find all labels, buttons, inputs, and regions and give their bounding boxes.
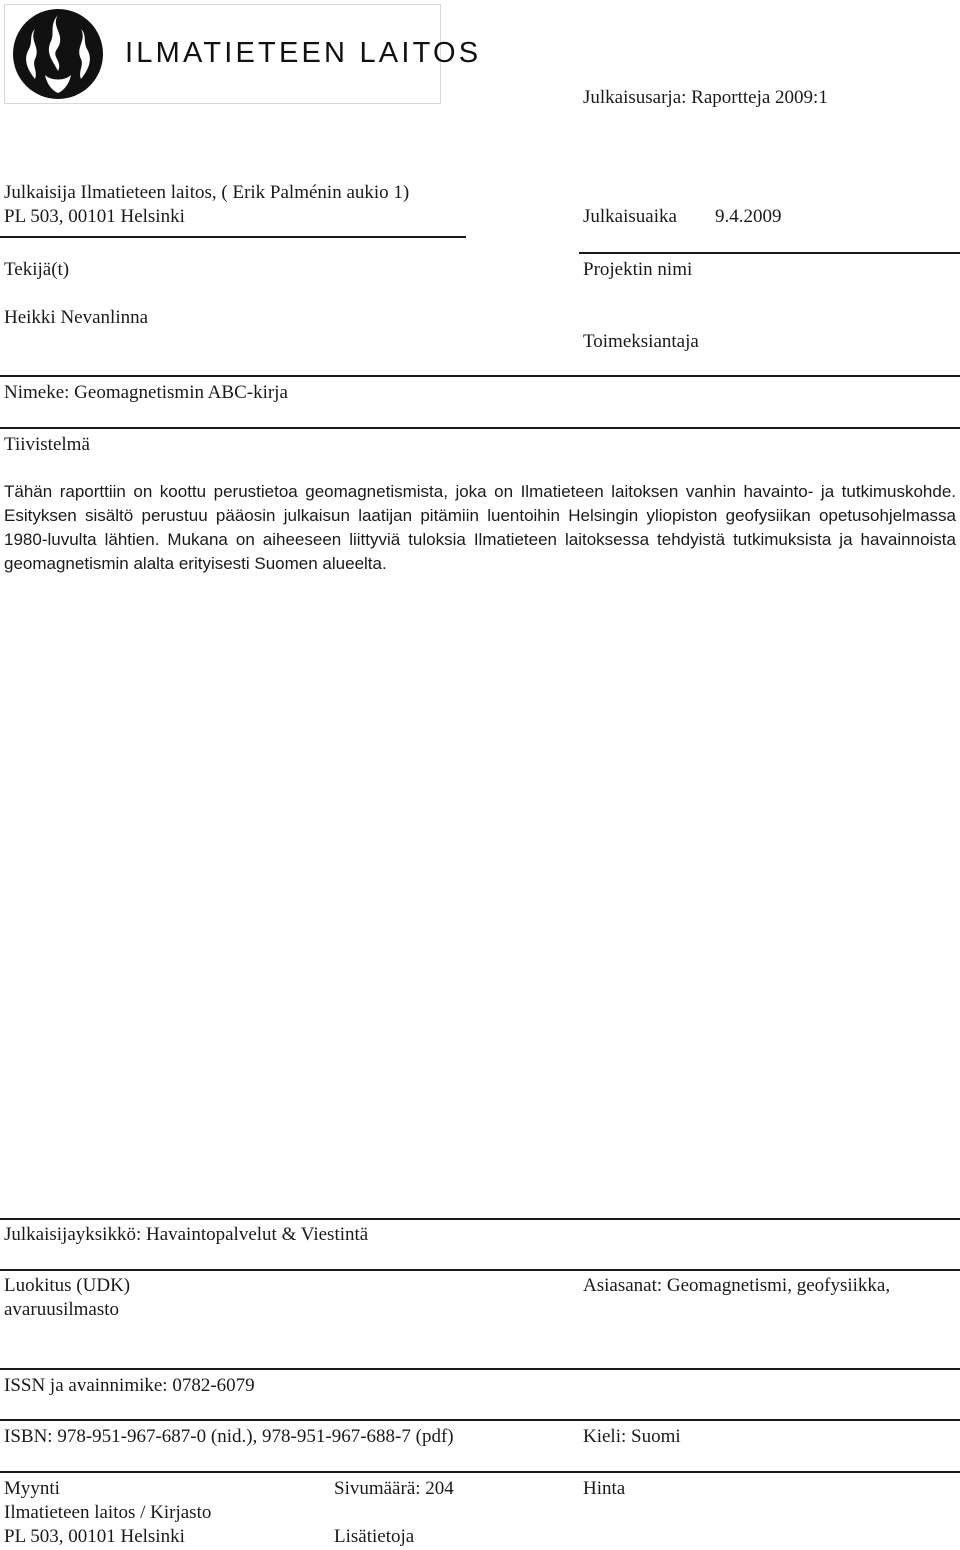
abstract-heading: Tiivistelmä <box>4 434 90 455</box>
publishing-unit: Julkaisijayksikkö: Havaintopalvelut & Viestintä <box>4 1224 369 1245</box>
divider <box>0 1368 960 1370</box>
keywords: Asiasanat: Geomagnetismi, geofysiikka, <box>583 1275 891 1296</box>
divider <box>0 1419 960 1421</box>
flame-emblem-icon <box>5 5 111 103</box>
divider <box>0 1269 960 1271</box>
institute-logo <box>4 4 482 104</box>
logo-wordmark: ILMATIETEEN LAITOS <box>125 37 482 69</box>
divider <box>0 1218 960 1220</box>
commissioner-label: Toimeksiantaja <box>583 331 699 352</box>
publication-series: Julkaisusarja: Raportteja 2009:1 <box>583 87 828 108</box>
page-count: Sivumäärä: 204 <box>334 1478 454 1499</box>
publisher-line1: Julkaisija Ilmatieteen laitos, ( Erik Palménin aukio 1) <box>4 182 410 203</box>
more-info-label: Lisätietoja <box>334 1526 415 1547</box>
divider <box>0 236 466 238</box>
issn: ISSN ja avainnimike: 0782-6079 <box>4 1375 255 1396</box>
sales-label: Myynti <box>4 1478 60 1499</box>
price-label: Hinta <box>583 1478 626 1499</box>
language: Kieli: Suomi <box>583 1426 681 1447</box>
authors-label: Tekijä(t) <box>4 259 70 280</box>
divider <box>0 375 960 377</box>
udk-label: Luokitus (UDK) <box>4 1275 131 1296</box>
udk-value: avaruusilmasto <box>4 1299 120 1320</box>
sales-library: Ilmatieteen laitos / Kirjasto <box>4 1502 212 1523</box>
author-name: Heikki Nevanlinna <box>4 307 149 328</box>
divider <box>0 427 960 429</box>
report-title: Nimeke: Geomagnetismin ABC-kirja <box>4 382 288 403</box>
divider <box>0 1471 960 1473</box>
sales-address: PL 503, 00101 Helsinki <box>4 1526 185 1547</box>
publisher-line2: PL 503, 00101 Helsinki <box>4 206 185 227</box>
divider <box>579 252 960 254</box>
isbn: ISBN: 978-951-967-687-0 (nid.), 978-951-967-688-7 (pdf) <box>4 1426 454 1447</box>
publication-date-value: 9.4.2009 <box>715 206 782 227</box>
publication-date-label: Julkaisuaika <box>583 206 677 227</box>
project-label: Projektin nimi <box>583 259 693 280</box>
abstract-text: Tähän raporttiin on koottu perustietoa geomagnetismista, joka on Ilmatieteen laitoksen vanhin havainto- ja tutkimuskohde. Esityksen sisältö perustuu pääosin julkaisun laatijan pitämiin luentoihin Helsingin yliopiston geofysiikan opetusohjelmassa 1980-luvulta lähtien. Mukana on aiheeseen liittyviä tuloksia Ilmatieteen laitoksessa tehdyistä tutkimuksista ja havainnoista geomagnetismin alalta erityisesti Suomen alueelta. <box>4 482 956 573</box>
